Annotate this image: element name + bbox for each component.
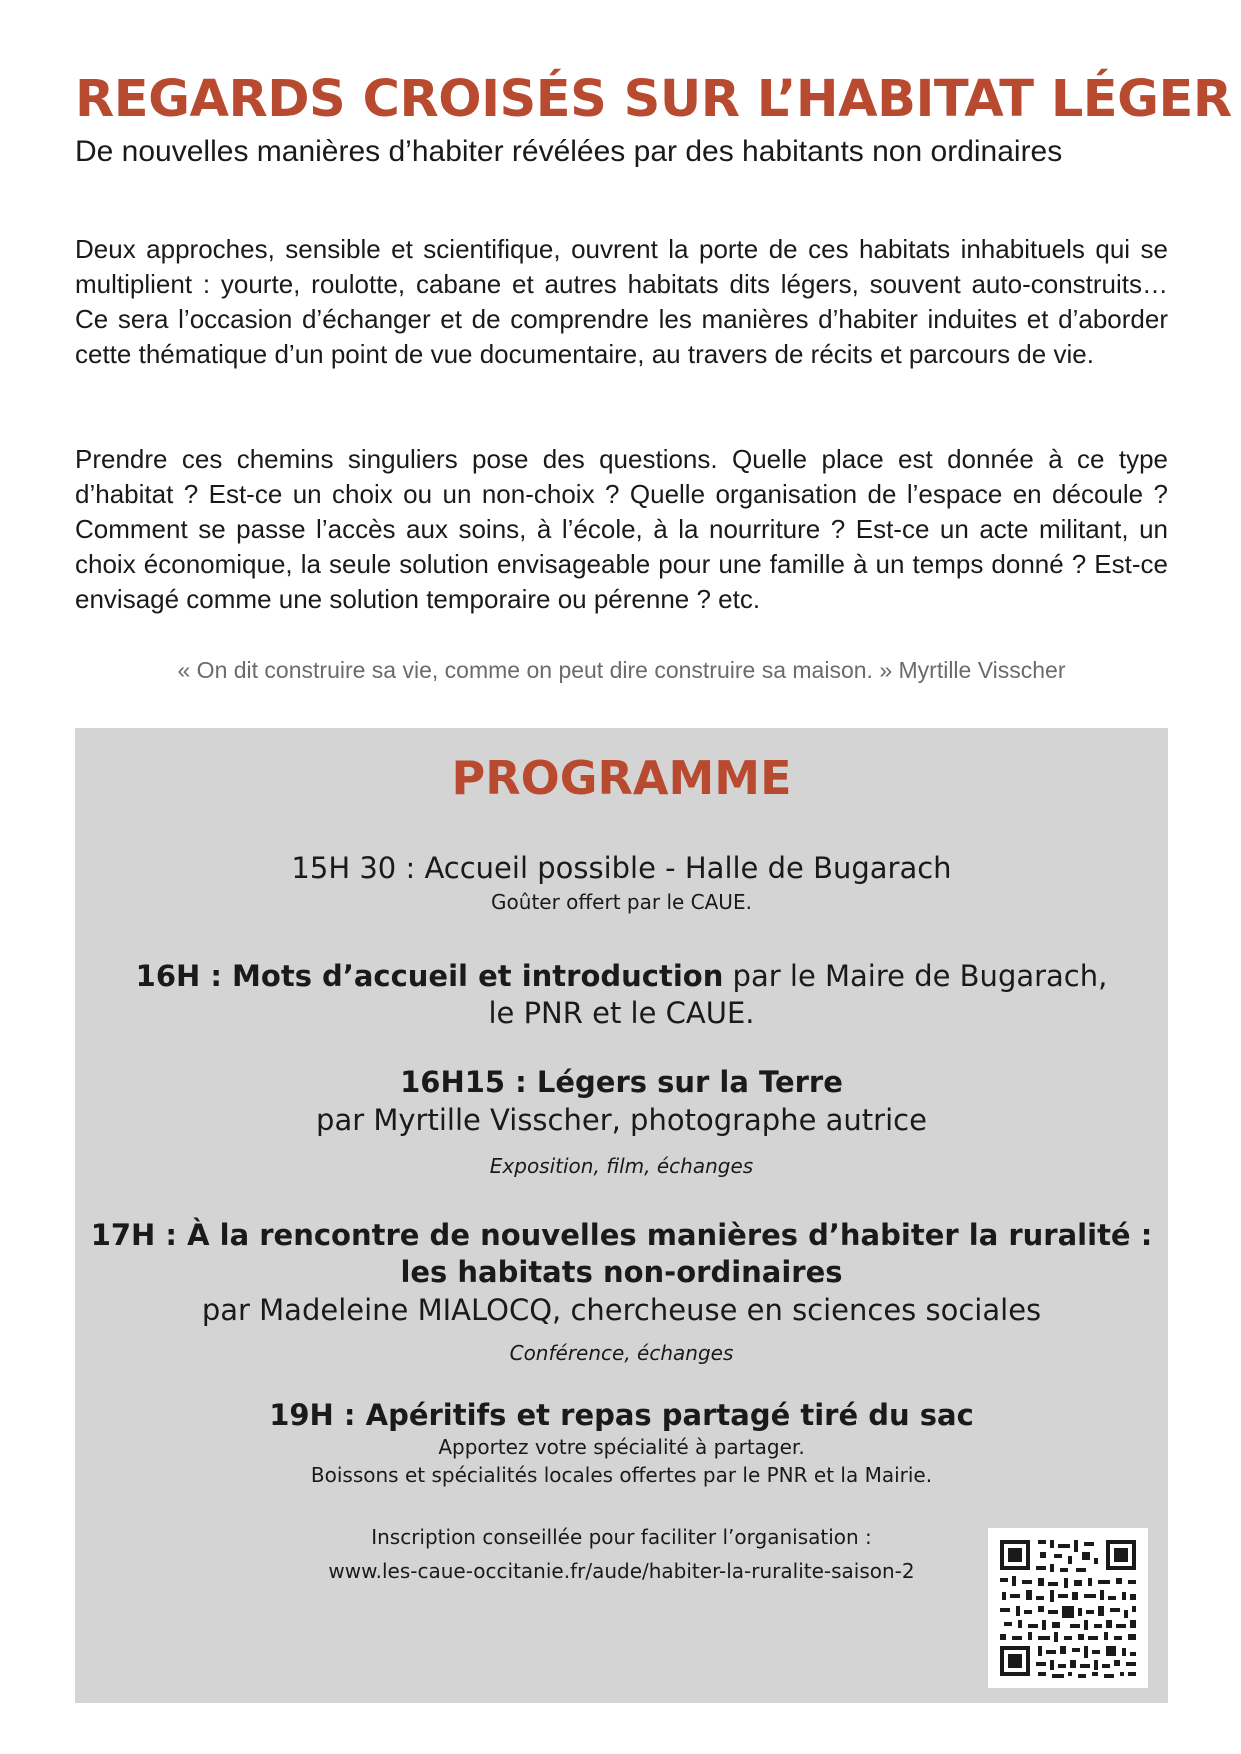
- programme-item-3-note: Exposition, film, échanges: [489, 1154, 754, 1178]
- programme-item-4-line3: par Madeleine MIALOCQ, chercheuse en sciences sociales: [201, 1293, 1042, 1327]
- quote: « On dit construire sa vie, comme on peut dire construire sa maison. » Myrtille Visscher: [177, 657, 1066, 683]
- programme-item-2-title: 16H : Mots d’accueil et introduction: [135, 959, 724, 993]
- programme-title: PROGRAMME: [451, 751, 792, 805]
- programme-item-3-line2: par Myrtille Visscher, photographe autrice: [316, 1103, 927, 1137]
- page-title: REGARDS CROISÉS SUR L’HABITAT LÉGER: [75, 70, 1232, 129]
- programme-item-2-line2: le PNR et le CAUE.: [488, 996, 755, 1030]
- programme-item-4-note: Conférence, échanges: [509, 1341, 734, 1365]
- programme-item-2-rest: par le Maire de Bugarach,: [723, 959, 1108, 993]
- programme-item-1-note: Goûter offert par le CAUE.: [491, 890, 752, 914]
- page-subtitle: De nouvelles manières d’habiter révélées par des habitants non ordinaires: [75, 135, 1063, 168]
- qr-code[interactable]: [988, 1528, 1148, 1688]
- programme-item-4-subtitle: les habitats non-ordinaires: [400, 1255, 843, 1289]
- intro-paragraph-2: Prendre ces chemins singuliers pose des questions. Quelle place est donnée à ce type d’habitat ? Est-ce un choix ou un non-choix ? Quelle organisation de l’espace en découle ? Comment se passe l’accès aux soins, à l’école, à la nourriture ? Est-ce un acte militant, un choix économique, la seule solution envisageable pour une famille à un temps donné ? Est-ce envisagé comme une solution temporaire ou pérenne ? etc.: [75, 444, 1168, 614]
- qr-code-icon: [988, 1528, 1148, 1688]
- programme-item-1: 15H 30 : Accueil possible - Halle de Bugarach: [291, 851, 952, 885]
- programme-item-5-line3: Boissons et spécialités locales offertes par le PNR et la Mairie.: [310, 1463, 933, 1487]
- programme-item-2: [75, 956, 1168, 996]
- programme-item-5-title: 19H : Apéritifs et repas partagé tiré du sac: [269, 1398, 974, 1432]
- registration-link[interactable]: www.les-caue-occitanie.fr/aude/habiter-la-ruralite-saison-2: [328, 1559, 915, 1583]
- programme-item-4-title: 17H : À la rencontre de nouvelles manières d’habiter la ruralité :: [90, 1218, 1153, 1252]
- programme-item-5-line2: Apportez votre spécialité à partager.: [438, 1435, 805, 1459]
- intro-paragraph-1: Deux approches, sensible et scientifique, ouvrent la porte de ces habitats inhabituels qui se multiplient : yourte, roulotte, cabane et autres habitats dits légers, souvent auto-construits… Ce sera l’occasion d’échanger et de comprendre les manières d’habiter induites et d’aborder cette thématique d’un point de vue documentaire, au travers de récits et parcours de vie.: [75, 234, 1168, 369]
- registration-text: Inscription conseillée pour faciliter l’organisation :: [371, 1525, 872, 1549]
- programme-item-3-title: 16H15 : Légers sur la Terre: [400, 1065, 843, 1099]
